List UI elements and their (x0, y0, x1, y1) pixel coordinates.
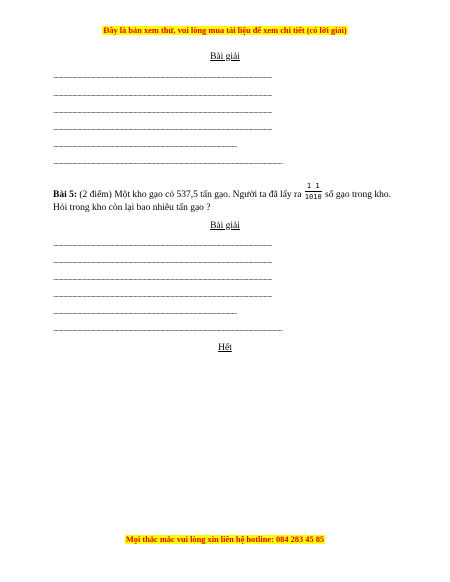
answer-line: .................................................................................................................................................................................... (53, 325, 283, 333)
fraction-denominator: 1010 (304, 193, 322, 201)
problem-points: (2 điểm) (79, 190, 112, 201)
answer-line: ............................................................................................................................................................................ (53, 274, 273, 282)
answer-line: ............................................................................................................................................................................ (53, 257, 273, 265)
fraction (305, 183, 322, 201)
problem-5-line-1 (53, 182, 391, 204)
answer-line: ............................................................................................................................................................................ (53, 107, 273, 115)
fraction-numerator: 1 1 (305, 183, 322, 192)
preview-notice-text: Đây là bản xem thử, vui lòng mua tài liệu để xem chi tiết (có lời giải) (103, 26, 347, 35)
answer-line: ............................................................................................................................................................................ (53, 124, 273, 132)
problem-question: Hỏi trong kho còn lại bao nhiêu tấn gạo ? (53, 203, 211, 213)
preview-notice-banner (0, 27, 450, 35)
end-marker: Hết (218, 343, 232, 353)
problem-label: Bài 5: (53, 190, 78, 201)
hotline-banner (0, 536, 450, 544)
hotline-text: Mọi thắc mắc vui lòng xin liên hệ hotline: 084 283 45 85 (125, 535, 325, 544)
answer-line: ................................................................................................................................................ (53, 141, 237, 149)
solution-heading-2: Bài giải (210, 221, 240, 231)
solution-heading-1: Bài giải (210, 52, 240, 62)
answer-line: ............................................................................................................................................................................ (53, 240, 273, 248)
answer-line: ............................................................................................................................................................................ (53, 72, 273, 80)
answer-line: ................................................................................................................................................ (53, 308, 237, 316)
answer-line: ............................................................................................................................................................................ (53, 291, 273, 299)
answer-line: .................................................................................................................................................................................... (53, 158, 283, 166)
problem-text: Một kho gạo có 537,5 tấn gạo. Người ta đã lấy ra (114, 190, 302, 201)
answer-line: ............................................................................................................................................................................ (53, 90, 273, 98)
problem-text-after: số gạo trong kho. (325, 190, 391, 201)
